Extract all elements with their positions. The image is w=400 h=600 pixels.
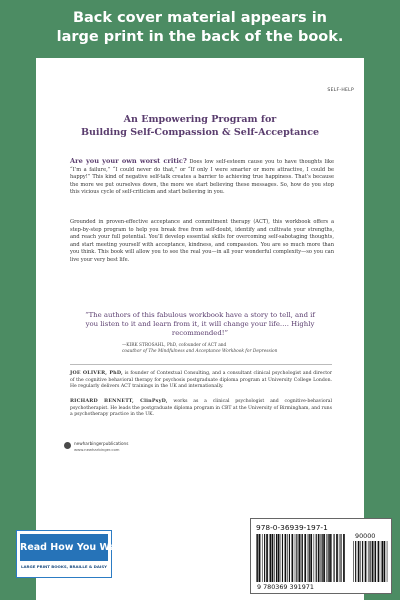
barcode-stripe — [272, 534, 274, 582]
barcode-stripe — [321, 534, 322, 582]
banner-line-2: large print in the back of the book. — [56, 29, 344, 45]
barcode-addon — [352, 541, 389, 582]
barcode-stripe — [381, 541, 382, 582]
author-bio-text-bennett: works as a clinical psychologist and cognitive-behavioral psychotherapist. He leads the postgraduate diploma program in CBT at the University of Birmingham, and runs a psychotherapy practice in the UK. — [70, 399, 332, 418]
barcode-stripe — [266, 534, 268, 582]
barcode-stripe — [360, 541, 361, 582]
author-bio-oliver — [70, 370, 332, 391]
publisher-mark-icon — [64, 442, 71, 449]
attribution-line-1: —KIRK STROSAHL, PhD, cofounder of ACT and — [122, 343, 227, 348]
intro-paragraph — [70, 158, 334, 197]
barcode-stripe — [372, 541, 374, 582]
barcode-stripe — [270, 534, 271, 582]
barcode-stripe — [301, 534, 302, 582]
barcode-stripe — [257, 534, 258, 582]
author-bio-bennett — [70, 398, 332, 419]
barcode-stripe — [304, 534, 306, 582]
barcode-stripe — [326, 534, 327, 582]
intro-lead: Are you your own worst critic? — [70, 157, 187, 165]
barcode-stripe — [276, 534, 277, 582]
barcode-stripe — [368, 541, 369, 582]
barcode-stripe — [340, 534, 341, 582]
barcode-stripe — [323, 534, 325, 582]
barcode-stripe — [336, 534, 338, 582]
heading-line-1: An Empowering Program for — [123, 114, 277, 125]
badge-subtitle-line-1: LARGE PRINT BOOKS, BRAILLE & DAISY — [21, 564, 107, 569]
barcode-stripe — [334, 534, 335, 582]
barcode-stripe — [384, 541, 386, 582]
barcode-stripe — [259, 534, 261, 582]
barcode-main — [255, 534, 347, 582]
author-bio-text-oliver: is founder of Contextual Consulting, and a consultant clinical psychologist and director of the cognitive behavioral therapy for psychosis postgraduate diploma program at University College London. He regularly delivers ACT trainings in the UK and internationally. — [70, 371, 333, 390]
barcode-stripe — [374, 541, 375, 582]
barcode-stripe — [318, 534, 320, 582]
barcode-stripe — [295, 534, 296, 582]
barcode-stripe — [328, 534, 329, 582]
barcode-stripe — [316, 534, 317, 582]
barcode-stripe — [302, 534, 303, 582]
barcode-stripe — [282, 534, 283, 582]
endorsement-quote: “The authors of this fabulous workbook have a story to tell, and if you listen to it and learn from it, it will change your life…. Highly recommended!” — [85, 311, 315, 338]
program-paragraph: Grounded in proven-effective acceptance and commitment therapy (ACT), this workbook offers a step-by-step program to help you break free from self-doubt, identify and cultivate your strengths, and reach your full potential. You’ll develop essential skills for overcoming self-sabotaging thoughts, and start meeting yourself with acceptance, kindness, and compassion. You are so much more than you think. This book will allow you to see the real you—in all your wonderful complexity—so you can live your very best life. — [70, 219, 334, 263]
isbn-label: 978-0-36939-197-1 — [256, 523, 328, 532]
publisher-logo — [64, 440, 144, 454]
barcode-stripe — [314, 534, 315, 582]
attribution-line-2: coauthor of The Mindfulness and Acceptance Workbook for Depression — [122, 349, 278, 354]
barcode-stripe — [322, 534, 323, 582]
barcode-stripe — [353, 541, 354, 582]
barcode-stripe — [339, 534, 340, 582]
barcode-stripe — [264, 534, 265, 582]
barcode-stripe — [308, 534, 309, 582]
barcode-stripe — [274, 534, 275, 582]
barcode-stripe — [262, 534, 263, 582]
banner-line-1: Back cover material appears in — [72, 10, 328, 26]
badge-subtitle — [19, 564, 109, 569]
barcode-stripe — [309, 534, 310, 582]
barcode-stripe — [298, 534, 300, 582]
category-label: SELF-HELP — [327, 88, 354, 93]
barcode-stripe — [378, 541, 380, 582]
barcode-stripe — [331, 534, 332, 582]
author-name-oliver: JOE OLIVER, PhD, — [70, 370, 123, 376]
barcode-stripe — [370, 541, 371, 582]
author-name-bennett: RICHARD BENNETT, ClinPsyD, — [70, 398, 168, 404]
barcode-stripe — [343, 534, 345, 582]
barcode-stripe — [355, 541, 356, 582]
barcode-stripe — [296, 534, 297, 582]
cover-heading — [36, 113, 364, 139]
read-how-you-want-badge — [16, 530, 128, 578]
barcode-stripe — [280, 534, 281, 582]
publisher-url: www.newharbinger.com — [74, 447, 120, 452]
barcode-stripe — [310, 534, 312, 582]
barcode-stripe — [387, 541, 388, 582]
barcode-stripe — [362, 541, 363, 582]
barcode-stripe — [365, 541, 367, 582]
endorsement-attribution — [122, 343, 332, 355]
barcode-stripe — [329, 534, 331, 582]
barcode-stripe — [285, 534, 287, 582]
barcode-stripe — [292, 534, 294, 582]
barcode-stripe — [382, 541, 383, 582]
isbn-barcode-box — [250, 518, 392, 594]
badge-title: Read How You Want — [20, 534, 108, 561]
barcode-stripe — [256, 534, 257, 582]
barcode-stripe — [358, 541, 360, 582]
large-print-banner — [0, 0, 400, 56]
barcode-stripe — [287, 534, 288, 582]
publisher-name: newharbingerpublications — [74, 441, 129, 446]
heading-line-2: Building Self-Compassion & Self-Acceptance — [80, 127, 320, 138]
barcode-stripe — [278, 534, 280, 582]
barcode-stripe — [375, 541, 376, 582]
divider — [70, 364, 332, 365]
barcode-stripe — [269, 534, 270, 582]
barcode-number: 9 780369 391971 — [257, 583, 314, 591]
price-code: 90000 — [355, 532, 376, 540]
intro-text: Does low self-esteem cause you to have thoughts like “I’m a failure,” “I could never do that,” or “If only I were smarter or more attractive, I could be happy!” This kind of negative self-talk creates a barrier to achieving true happiness. That’s because the more we put ourselves down, the more we start believing these messages. So, how do you stop this vicious cycle of self-criticism and start believing in you. — [70, 159, 334, 196]
barcode-stripe — [289, 534, 290, 582]
